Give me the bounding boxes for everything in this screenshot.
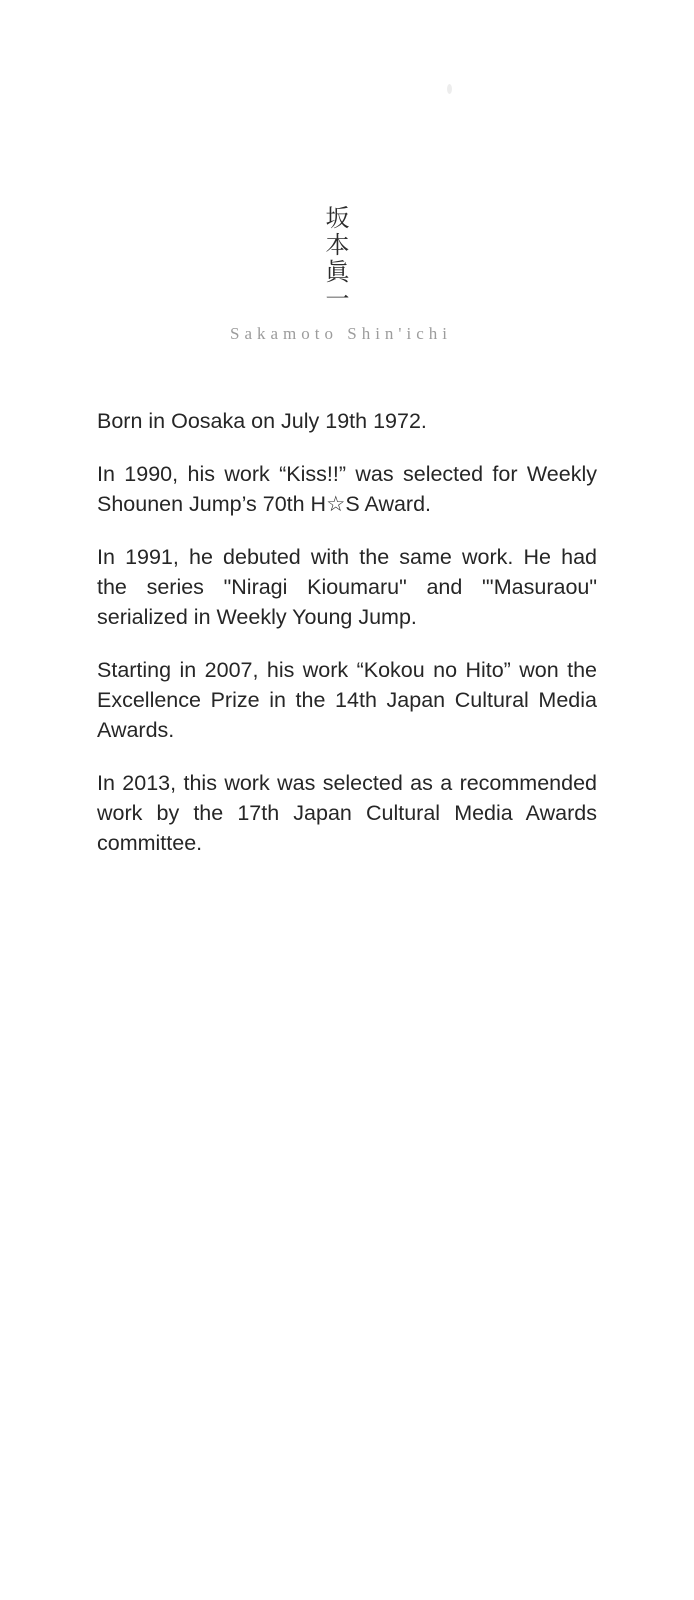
author-header (0, 0, 694, 344)
bio-line: Starting in 2007, his work “Kokou no Hito” won the (97, 658, 597, 682)
bio-paragraph-birth (97, 406, 597, 436)
scan-artifact (447, 84, 452, 94)
author-name-kanji: 坂本眞一 (321, 205, 349, 313)
bio-line: In 1991, he debuted with the same work. He had (97, 545, 597, 569)
author-name-kanji-wrap (0, 205, 694, 313)
bio-line: the series "Niragi Kioumaru" and "'Masuraou" (97, 575, 597, 599)
bio-paragraph-1991 (97, 542, 597, 632)
author-name-romaji: Sakamoto Shin'ichi (230, 324, 452, 343)
bio-line: In 2013, this work was selected as a recommended (97, 771, 597, 795)
biography (0, 406, 694, 858)
bio-paragraph-2013 (97, 768, 597, 858)
bio-line: Shounen Jump’s 70th H☆S Award. (97, 492, 432, 516)
bio-line: In 1990, his work “Kiss!!” was selected for Weekly (97, 462, 597, 486)
bio-line: Born in Oosaka on July 19th 1972. (97, 409, 427, 433)
bio-line: Excellence Prize in the 14th Japan Cultural Media (97, 688, 597, 712)
bio-line: committee. (97, 831, 203, 855)
bio-paragraph-1990 (97, 459, 597, 519)
bio-line: Awards. (97, 718, 175, 742)
bio-paragraph-2007 (97, 655, 597, 745)
bio-line: work by the 17th Japan Cultural Media Awards (97, 801, 597, 825)
bio-line: serialized in Weekly Young Jump. (97, 605, 417, 629)
